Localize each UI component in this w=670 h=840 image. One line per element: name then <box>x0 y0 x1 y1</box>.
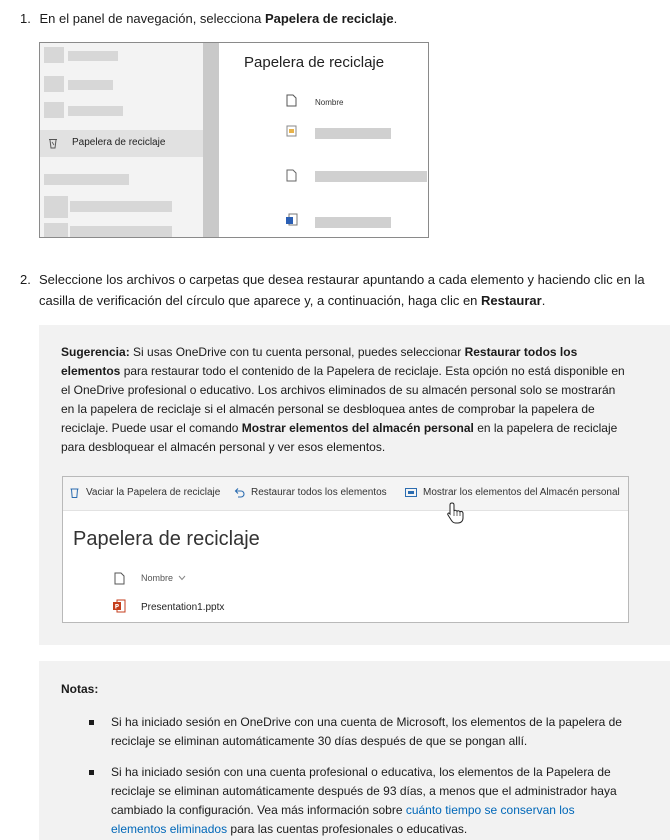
step-number: 1. <box>20 11 31 26</box>
restore-all-button[interactable]: Restaurar todos los elementos <box>251 487 387 498</box>
screenshot-recycle-bin-commands <box>62 476 629 623</box>
trash-icon <box>48 137 58 149</box>
show-personal-vault-button[interactable]: Mostrar los elementos del Almacén personal <box>423 487 620 498</box>
notes-box <box>39 661 670 840</box>
tip-label: Sugerencia: <box>61 345 130 359</box>
column-name: Nombre <box>315 98 344 107</box>
step-1 <box>20 8 397 29</box>
tip-part: Si usas OneDrive con tu cuenta personal, puedes seleccionar <box>129 345 465 359</box>
step-bold: Papelera de reciclaje <box>264 11 394 26</box>
note-item-1: Si ha iniciado sesión en OneDrive con una cuenta de Microsoft, los elementos de la papelera de reciclaje se eliminan automáticamente 30 días después de que se pongan allí. <box>111 715 622 748</box>
chevron-down-icon <box>178 575 186 581</box>
notes-heading: Notas: <box>61 682 99 696</box>
nav-item-label: Papelera de reciclaje <box>72 137 166 148</box>
retention-link[interactable]: cuánto tiempo se conservan los elementos eliminados <box>111 803 575 836</box>
step-suffix: . <box>541 293 546 308</box>
page-title: Papelera de reciclaje <box>73 528 260 550</box>
column-name-label: Nombre <box>141 573 174 583</box>
nav-pane <box>40 43 203 237</box>
powerpoint-file-icon <box>112 599 126 613</box>
command-bar <box>63 477 628 511</box>
note-suffix: para las cuentas profesionales o educativas. <box>227 822 468 836</box>
step-suffix: . <box>393 11 398 26</box>
file-icon <box>114 572 125 585</box>
word-file-icon <box>285 213 298 226</box>
svg-text:P: P <box>114 603 120 611</box>
step-2 <box>20 269 665 311</box>
tip-text <box>61 343 626 457</box>
tip-part: para restaurar todo el contenido de la Papelera de reciclaje. Esta opción no está disponible en el OneDrive profesional o educativo. Los archivos eliminados de su almacén personal solo se mostrarán en la papelera de reciclaje si el almacén personal se desbloquea antes de comprobar la papelera de reciclaje. Puede usar el comando <box>61 364 625 435</box>
trash-icon <box>70 487 79 498</box>
column-name[interactable] <box>141 573 186 583</box>
page-title: Papelera de reciclaje <box>244 54 385 71</box>
hand-cursor-icon <box>446 502 466 524</box>
step-bold: Restaurar <box>481 293 542 308</box>
step-text: En el panel de navegación, selecciona <box>39 11 265 26</box>
tip-part: en la papelera de reciclaje para desbloquear el almacén personal y ver esos elementos. <box>61 421 618 454</box>
empty-recycle-bin-button[interactable]: Vaciar la Papelera de reciclaje <box>86 487 221 498</box>
note-text: Si ha iniciado sesión con una cuenta profesional o educativa, los elementos de la Papelera de reciclaje se eliminan automáticamente después de 93 días, a menos que el administrador haya cambiado la configuración. Vea más información sobre <box>111 765 617 817</box>
file-name[interactable]: Presentation1.pptx <box>141 602 225 613</box>
file-icon <box>286 169 297 182</box>
bullet <box>89 720 94 725</box>
step-number: 2. <box>20 272 31 287</box>
screenshot-recycle-bin-nav <box>39 42 429 238</box>
tip-box <box>39 325 670 645</box>
undo-icon <box>234 487 245 498</box>
file-icon <box>286 94 297 107</box>
bullet <box>89 770 94 775</box>
note-item-2 <box>111 763 631 839</box>
vault-icon <box>405 488 417 497</box>
step-text: Seleccione los archivos o carpetas que desea restaurar apuntando a cada elemento y haciendo clic en la casilla de verificación del círculo que aparece y, a continuación, haga clic en <box>39 272 645 308</box>
nav-item-recycle-bin[interactable] <box>40 130 203 157</box>
image-file-icon <box>286 125 297 137</box>
tip-bold: Restaurar todos los elementos <box>61 345 578 378</box>
tip-bold: Mostrar elementos del almacén personal <box>241 421 474 435</box>
